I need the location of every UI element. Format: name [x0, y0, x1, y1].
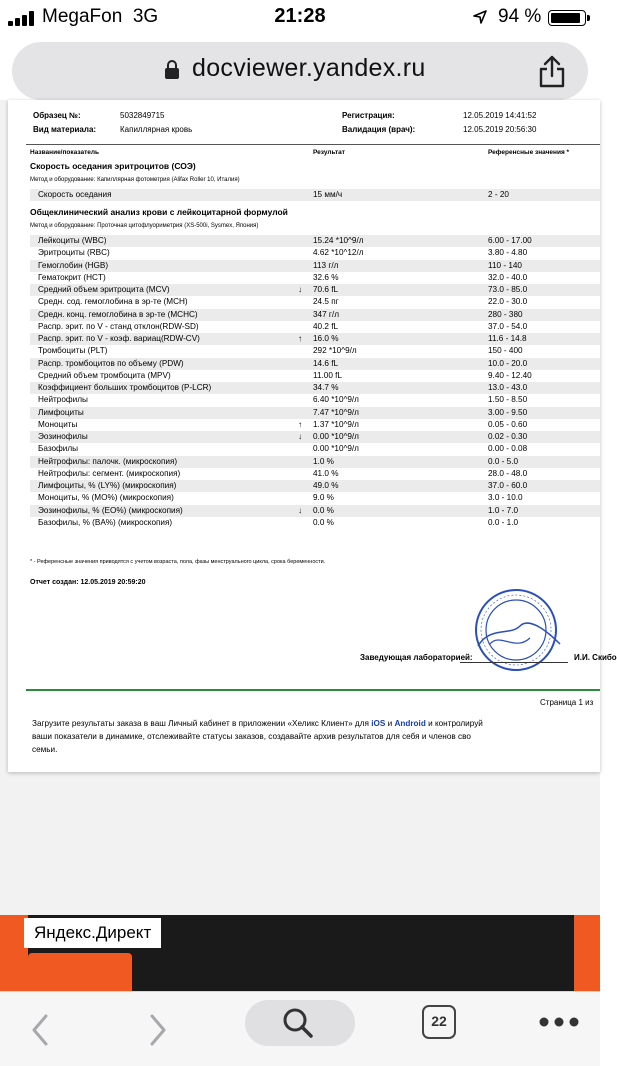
- promo-text: Загрузите результаты заказа в ваш Личный кабинет в приложении «Хеликс Клиент» для iOS и Android и контролируй ваши показатели в динамике, отслеживайте статусы заказов, создавайте архив результатов для себя и членов сво семьи.: [32, 719, 483, 754]
- result-value: 49.0 %: [313, 481, 339, 490]
- reference-range: 3.80 - 4.80: [488, 248, 528, 258]
- deviation-flag: ↓: [298, 505, 303, 515]
- page-number: Страница 1 из: [540, 698, 594, 707]
- parameter-name: Лейкоциты (WBC): [38, 236, 107, 245]
- section-method-cbc: Метод и оборудование: Проточная цитофлуориметрия (XS-500i, Sysmex, Япония): [30, 223, 259, 229]
- parameter-name: Средн. сод. гемоглобина в эр-те (MCH): [38, 297, 188, 307]
- result-value: 6.40 *10^9/л: [313, 395, 359, 405]
- reference-range: 3.0 - 10.0: [488, 493, 523, 503]
- result-value: 292 *10^9/л: [313, 346, 357, 356]
- table-row: [30, 333, 600, 345]
- parameter-name: Эритроциты (RBC): [38, 248, 110, 258]
- result-value: 15.24 *10^9/л: [313, 236, 364, 245]
- footnote: * - Референсные значения приводятся с учетом возраста, пола, фазы менструального цикла, срока беременности.: [30, 559, 326, 565]
- search-button[interactable]: [245, 1000, 355, 1046]
- registration-label: Регистрация:: [342, 111, 395, 120]
- result-value: 41.0 %: [313, 468, 339, 478]
- reference-range: 1.0 - 7.0: [488, 505, 519, 515]
- reference-range: 13.0 - 43.0: [488, 383, 528, 392]
- sample-label: Образец №:: [33, 111, 81, 120]
- parameter-name: Эозинофилы, % (EO%) (микроскопия): [38, 505, 183, 515]
- parameter-name: Моноциты: [38, 419, 78, 429]
- head-of-lab-label: Заведующая лабораторией:: [360, 653, 473, 662]
- table-row: [30, 407, 600, 419]
- parameter-name: Средний объем эритроцита (MCV): [38, 285, 170, 294]
- reference-range: 2 - 20: [488, 190, 509, 199]
- result-value: 9.0 %: [313, 493, 334, 503]
- carrier-label: MegaFon 3G: [42, 6, 159, 27]
- result-value: 1.37 *10^9/л: [313, 419, 359, 429]
- column-header-reference: Референсные значения *: [488, 149, 570, 156]
- reference-range: 0.0 - 1.0: [488, 517, 519, 527]
- deviation-flag: ↑: [298, 334, 303, 343]
- table-row: [30, 419, 600, 431]
- green-divider: [26, 689, 600, 691]
- parameter-name: Гематокрит (HCT): [38, 272, 106, 282]
- sample-value: 5032849715: [120, 111, 165, 120]
- share-icon[interactable]: [537, 54, 567, 88]
- column-header-result: Результат: [313, 149, 345, 156]
- yandex-direct-label: Яндекс.Директ: [24, 918, 161, 948]
- deviation-flag: ↓: [298, 432, 303, 441]
- result-value: 0.0 %: [313, 505, 334, 515]
- reference-range: 1.50 - 8.50: [488, 395, 528, 405]
- table-row: [30, 443, 600, 455]
- parameter-name: Коэффициент больших тромбоцитов (P-LCR): [38, 383, 212, 392]
- table-row: [30, 517, 600, 529]
- result-value: 14.6 fL: [313, 358, 339, 368]
- parameter-name: Распр. эрит. по V - станд отклон(RDW-SD): [38, 321, 199, 331]
- table-row: [30, 309, 600, 321]
- parameter-name: Нейтрофилы: палочк. (микроскопия): [38, 456, 178, 466]
- report-created: Отчет создан: 12.05.2019 20:59:20: [30, 579, 146, 586]
- battery-percent: 94 %: [498, 6, 542, 27]
- table-row: [30, 345, 600, 357]
- result-value: 4.62 *10^12/л: [313, 248, 364, 258]
- parameter-name: Лимфоциты, % (LY%) (микроскопия): [38, 481, 177, 490]
- result-value: 0.0 %: [313, 517, 334, 527]
- reference-range: 0.05 - 0.60: [488, 419, 528, 429]
- table-row: [30, 370, 600, 382]
- reference-range: 28.0 - 48.0: [488, 468, 528, 478]
- result-value: 0.00 *10^9/л: [313, 432, 359, 441]
- parameter-name: Распр. эрит. по V - коэф. вариац(RDW-CV): [38, 334, 200, 343]
- table-row: [30, 492, 600, 504]
- reference-range: 37.0 - 54.0: [488, 321, 528, 331]
- result-value: 347 г/л: [313, 309, 339, 319]
- registration-value: 12.05.2019 14:41:52: [463, 111, 537, 120]
- browser-toolbar: [0, 991, 600, 1066]
- material-value: Капиллярная кровь: [120, 125, 193, 134]
- validation-value: 12.05.2019 20:56:30: [463, 125, 537, 134]
- ios-link[interactable]: iOS: [371, 719, 386, 728]
- search-icon: [281, 1007, 317, 1039]
- lab-report-page: [8, 100, 617, 772]
- table-row: [30, 431, 600, 443]
- table-row: [30, 284, 600, 296]
- tabs-button[interactable]: 22: [422, 1005, 456, 1039]
- table-row: [30, 468, 600, 480]
- reference-range: 37.0 - 60.0: [488, 481, 528, 490]
- material-label: Вид материала:: [33, 125, 97, 134]
- table-row: [30, 321, 600, 333]
- parameter-name: Базофилы: [38, 444, 79, 454]
- more-menu-icon[interactable]: [538, 1016, 580, 1028]
- reference-range: 73.0 - 85.0: [488, 285, 528, 294]
- table-row: [30, 382, 600, 394]
- table-row: [30, 247, 600, 259]
- section-title-cbc: Общеклинический анализ крови с лейкоцитарной формулой: [30, 207, 288, 217]
- table-row: [30, 272, 600, 284]
- parameter-name: Моноциты, % (MO%) (микроскопия): [38, 493, 174, 503]
- reference-range: 0.00 - 0.08: [488, 444, 528, 454]
- parameter-name: Гемоглобин (HGB): [38, 260, 109, 270]
- table-row: [30, 189, 600, 201]
- forward-chevron-icon[interactable]: [146, 1012, 170, 1048]
- result-value: 11.00 fL: [313, 370, 342, 380]
- reference-range: 0.0 - 5.0: [488, 456, 519, 466]
- reference-range: 0.02 - 0.30: [488, 432, 528, 441]
- android-link[interactable]: Android: [394, 719, 426, 728]
- lock-icon: [164, 60, 180, 80]
- result-value: 113 г/л: [313, 260, 339, 270]
- back-chevron-icon[interactable]: [28, 1012, 52, 1048]
- deviation-flag: ↓: [298, 285, 303, 294]
- result-value: 70.6 fL: [313, 285, 339, 294]
- table-row: [30, 260, 600, 272]
- parameter-name: Эозинофилы: [38, 432, 88, 441]
- divider: [26, 144, 600, 145]
- parameter-name: Лимфоциты: [38, 407, 84, 417]
- lab-stamp-icon: [460, 586, 572, 674]
- reference-range: 6.00 - 17.00: [488, 236, 532, 245]
- result-value: 32.6 %: [313, 272, 339, 282]
- table-row: [30, 296, 600, 308]
- table-row: [30, 235, 600, 247]
- table-row: [30, 505, 600, 517]
- parameter-name: Тромбоциты (PLT): [38, 346, 108, 356]
- result-value: 1.0 %: [313, 456, 334, 466]
- result-value: 16.0 %: [313, 334, 339, 343]
- parameter-name: Базофилы, % (BA%) (микроскопия): [38, 517, 173, 527]
- result-value: 40.2 fL: [313, 321, 339, 331]
- column-header-name: Название/показатель: [30, 149, 100, 156]
- section-method-esr: Метод и оборудование: Капиллярная фотометрия (Alifax Roller 10, Италия): [30, 177, 240, 183]
- parameter-name: Распр. тромбоцитов по объему (PDW): [38, 358, 184, 368]
- url-text[interactable]: docviewer.yandex.ru: [192, 54, 426, 82]
- result-value: 0.00 *10^9/л: [313, 444, 359, 454]
- reference-range: 22.0 - 30.0: [488, 297, 528, 307]
- parameter-name: Средн. конц. гемоглобина в эр-те (MCHC): [38, 309, 198, 319]
- battery-icon: [548, 10, 586, 26]
- result-value: 15 мм/ч: [313, 190, 343, 199]
- result-value: 24.5 пг: [313, 297, 339, 307]
- table-row: [30, 480, 600, 492]
- result-value: 34.7 %: [313, 383, 339, 392]
- reference-range: 150 - 400: [488, 346, 523, 356]
- deviation-flag: ↑: [298, 419, 303, 429]
- parameter-name: Скорость оседания: [38, 190, 112, 199]
- validation-label: Валидация (врач):: [342, 125, 416, 134]
- clock: 21:28: [274, 5, 326, 27]
- address-bar[interactable]: [12, 42, 588, 100]
- reference-range: 280 - 380: [488, 309, 523, 319]
- reference-range: 9.40 - 12.40: [488, 370, 532, 380]
- reference-range: 110 - 140: [488, 260, 522, 270]
- head-of-lab-name: И.И. Скибо: [574, 653, 617, 662]
- parameter-name: Нейтрофилы: сегмент. (микроскопия): [38, 468, 181, 478]
- reference-range: 10.0 - 20.0: [488, 358, 528, 368]
- status-bar: [0, 0, 600, 36]
- table-row: [30, 394, 600, 406]
- signature-line: [460, 662, 568, 663]
- reference-range: 3.00 - 9.50: [488, 407, 528, 417]
- reference-range: 32.0 - 40.0: [488, 272, 528, 282]
- parameter-name: Нейтрофилы: [38, 395, 88, 405]
- location-arrow-icon: [472, 9, 488, 25]
- table-row: [30, 456, 600, 468]
- result-value: 7.47 *10^9/л: [313, 407, 359, 417]
- parameter-name: Средний объем тромбоцита (MPV): [38, 370, 171, 380]
- table-row: [30, 358, 600, 370]
- section-title-esr: Скорость оседания эритроцитов (СОЭ): [30, 161, 196, 171]
- reference-range: 11.6 - 14.8: [488, 334, 527, 343]
